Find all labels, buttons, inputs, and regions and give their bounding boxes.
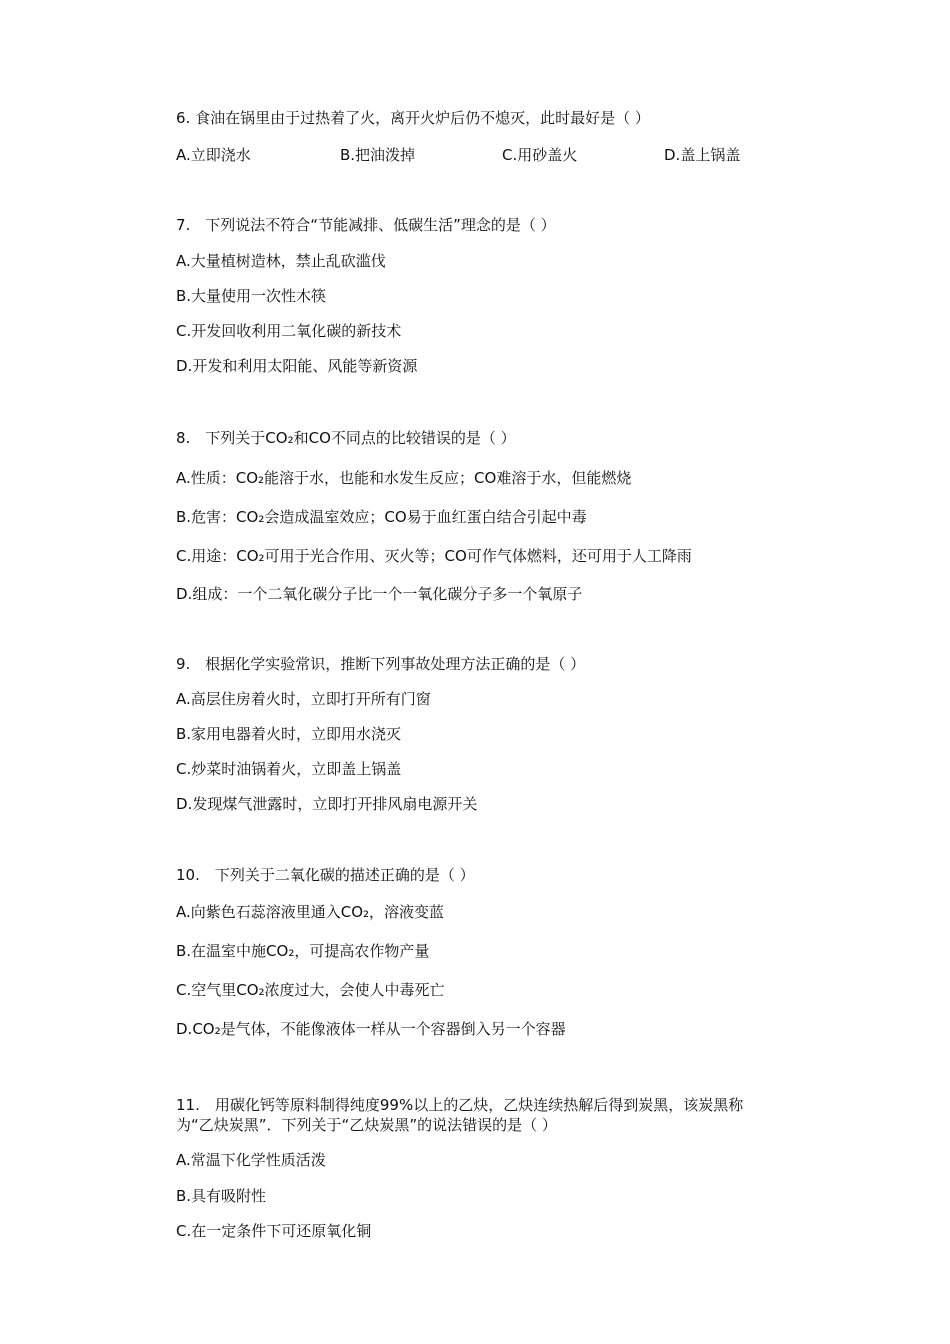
question-10-option-a: A.向紫色石蕊溶液里通入CO₂，溶液变蓝 bbox=[176, 903, 445, 921]
question-9-option-b: B.家用电器着火时，立即用水浇灭 bbox=[176, 725, 402, 743]
question-8-stem: 8. 下列关于CO₂和CO不同点的比较错误的是（ ） bbox=[176, 429, 516, 447]
question-9-option-c: C.炒菜时油锅着火，立即盖上锅盖 bbox=[176, 760, 402, 778]
question-7-option-c: C.开发回收利用二氧化碳的新技术 bbox=[176, 322, 402, 340]
question-7-option-d: D.开发和利用太阳能、风能等新资源 bbox=[176, 357, 418, 375]
question-8-option-c: C.用途：CO₂可用于光合作用、灭火等；CO可作气体燃料，还可用于人工降雨 bbox=[176, 547, 692, 565]
question-11-option-a: A.常温下化学性质活泼 bbox=[176, 1151, 326, 1169]
question-7-stem: 7. 下列说法不符合“节能减排、低碳生活”理念的是（ ） bbox=[176, 216, 556, 234]
question-10-option-b: B.在温室中施CO₂，可提高农作物产量 bbox=[176, 942, 430, 960]
question-10-option-d: D.CO₂是气体，不能像液体一样从一个容器倒入另一个容器 bbox=[176, 1020, 566, 1038]
question-11-option-b: B.具有吸附性 bbox=[176, 1187, 267, 1205]
question-11-stem-continued: 为“乙炔炭黑”．下列关于“乙炔炭黑”的说法错误的是（ ） bbox=[176, 1116, 557, 1134]
question-6-stem: 6. 食油在锅里由于过热着了火，离开火炉后仍不熄灭，此时最好是（ ） bbox=[176, 109, 650, 127]
question-10-option-c: C.空气里CO₂浓度过大，会使人中毒死亡 bbox=[176, 981, 445, 999]
question-8-option-b: B.危害：CO₂会造成温室效应；CO易于血红蛋白结合引起中毒 bbox=[176, 508, 587, 526]
question-6-option-b: B.把油泼掉 bbox=[340, 146, 416, 164]
question-9-option-d: D.发现煤气泄露时，立即打开排风扇电源开关 bbox=[176, 795, 478, 813]
question-6-option-c: C.用砂盖火 bbox=[502, 146, 578, 164]
question-11-stem: 11. 用碳化钙等原料制得纯度99%以上的乙炔，乙炔连续热解后得到炭黑，该炭黑称 bbox=[176, 1096, 744, 1114]
question-7-option-b: B.大量使用一次性木筷 bbox=[176, 287, 327, 305]
question-9-stem: 9. 根据化学实验常识，推断下列事故处理方法正确的是（ ） bbox=[176, 655, 586, 673]
question-7-option-a: A.大量植树造林，禁止乱砍滥伐 bbox=[176, 252, 386, 270]
question-6-option-a: A.立即浇水 bbox=[176, 146, 251, 164]
question-10-stem: 10. 下列关于二氧化碳的描述正确的是（ ） bbox=[176, 866, 475, 884]
question-8-option-d: D.组成：一个二氧化碳分子比一个一氧化碳分子多一个氧原子 bbox=[176, 585, 583, 603]
question-11-option-c: C.在一定条件下可还原氧化铜 bbox=[176, 1222, 372, 1240]
question-9-option-a: A.高层住房着火时，立即打开所有门窗 bbox=[176, 690, 431, 708]
question-8-option-a: A.性质：CO₂能溶于水，也能和水发生反应；CO难溶于水，但能燃烧 bbox=[176, 469, 632, 487]
question-6-option-d: D.盖上锅盖 bbox=[664, 146, 741, 164]
